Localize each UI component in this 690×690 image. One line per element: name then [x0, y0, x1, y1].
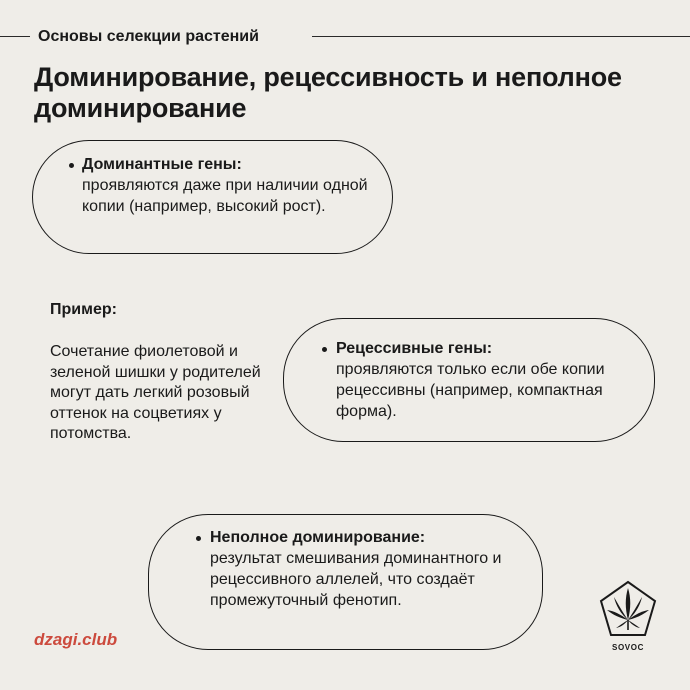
dominant-genes-heading: Доминантные гены:: [82, 156, 242, 173]
incomplete-dominance-text: [210, 527, 530, 611]
recessive-genes-card: [283, 318, 655, 442]
site-link[interactable]: dzagi.club: [34, 630, 118, 649]
bullet-icon: [322, 347, 327, 352]
page-title: Доминирование, рецессивность и неполное доминирование: [34, 62, 622, 123]
incomplete-dominance-body: результат смешивания доминантного и рецессивного аллелей, что создаёт промежуточный фенотип.: [210, 550, 502, 609]
example-title: Пример:: [50, 301, 117, 318]
bullet-icon: [196, 536, 201, 541]
example-body: Сочетание фиолетовой и зеленой шишки у родителей могут дать легкий розовый оттенок на соцветиях у потомства.: [50, 343, 261, 442]
dominant-genes-text: [82, 154, 382, 217]
bullet-icon: [69, 163, 74, 168]
recessive-genes-heading: Рецессивные гены:: [336, 340, 493, 357]
logo-label: SOVOC: [612, 643, 644, 652]
header-rule-right: [312, 36, 690, 37]
dominant-genes-card: [32, 140, 393, 254]
section-label: Основы селекции растений: [38, 28, 259, 45]
dominant-genes-body: проявляются даже при наличии одной копии (например, высокий рост).: [82, 177, 368, 215]
recessive-genes-text: [336, 338, 646, 422]
header-rule-left: [0, 36, 30, 37]
recessive-genes-body: проявляются только если обе копии рецессивны (например, компактная форма).: [336, 361, 605, 420]
incomplete-dominance-heading: Неполное доминирование:: [210, 529, 426, 546]
incomplete-dominance-card: [148, 514, 543, 650]
